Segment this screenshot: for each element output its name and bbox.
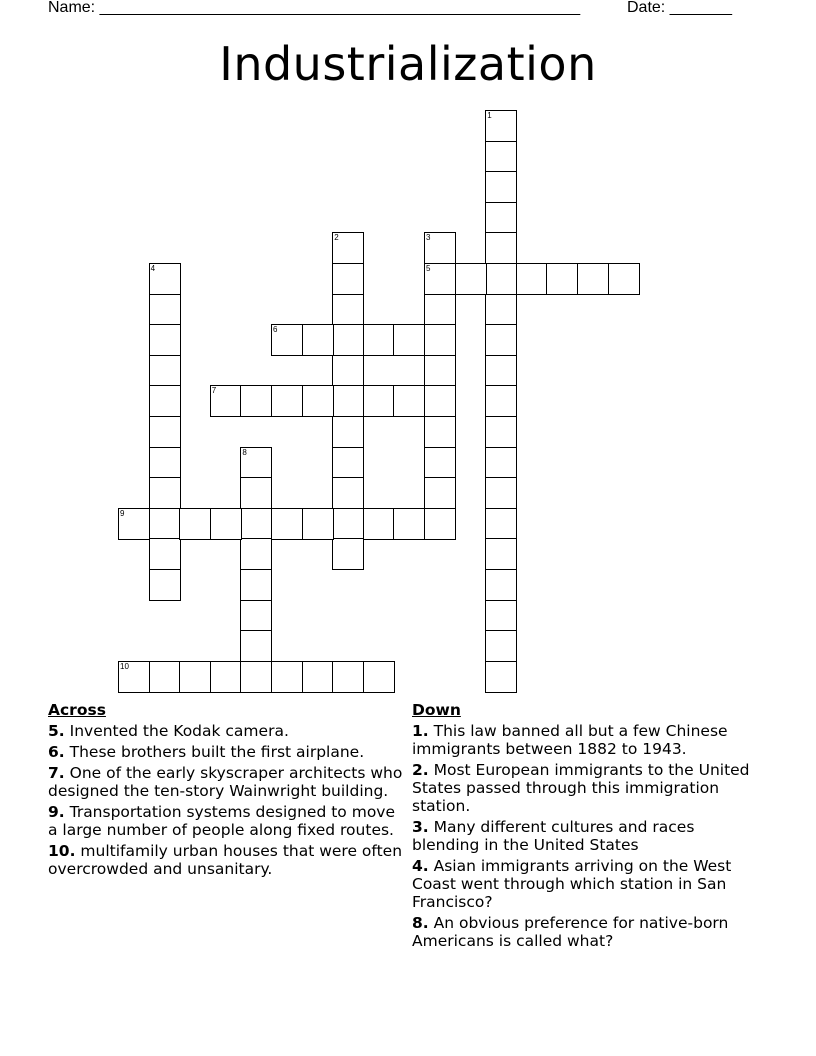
- grid-cell[interactable]: [332, 447, 364, 479]
- grid-cell[interactable]: [302, 385, 334, 417]
- grid-cell[interactable]: [485, 661, 517, 693]
- down-clue: [412, 914, 762, 950]
- grid-cell[interactable]: [240, 508, 272, 540]
- grid-cell[interactable]: [485, 538, 517, 570]
- grid-cell[interactable]: [455, 263, 487, 295]
- name-field-label[interactable]: Name: ______________________________________________________: [48, 0, 581, 16]
- grid-cell[interactable]: [485, 508, 517, 540]
- grid-cell[interactable]: [302, 324, 334, 356]
- grid-cell[interactable]: [332, 538, 364, 570]
- grid-cell[interactable]: [363, 385, 395, 417]
- grid-cell[interactable]: [302, 508, 334, 540]
- grid-cell[interactable]: [240, 569, 272, 601]
- clue-number: 4.: [412, 857, 429, 875]
- grid-cell[interactable]: [332, 416, 364, 448]
- clue-number: 3.: [412, 818, 429, 836]
- clue-text: Invented the Kodak camera.: [69, 722, 289, 740]
- clue-number: 5.: [48, 722, 65, 740]
- grid-cell[interactable]: [149, 385, 181, 417]
- down-clue: [412, 857, 762, 911]
- grid-cell[interactable]: [302, 661, 334, 693]
- grid-cell[interactable]: [149, 355, 181, 387]
- clue-number-label: 6: [273, 325, 278, 335]
- grid-cell[interactable]: [149, 661, 181, 693]
- grid-cell[interactable]: [424, 355, 456, 387]
- clue-number: 10.: [48, 842, 76, 860]
- grid-cell[interactable]: [210, 385, 242, 417]
- clue-number-label: 7: [211, 386, 217, 396]
- clue-text: One of the early skyscraper architects who designed the ten-story Wainwright building.: [48, 764, 403, 800]
- clue-number-label: 1: [487, 111, 492, 120]
- grid-cell[interactable]: [577, 263, 609, 295]
- clue-text: Most European immigrants to the United States passed through this immigration station.: [412, 761, 750, 815]
- clue-number: 7.: [48, 764, 65, 782]
- grid-cell[interactable]: [424, 385, 456, 417]
- grid-cell[interactable]: [485, 477, 517, 509]
- clue-text: This law banned all but a few Chinese immigrants between 1882 to 1943.: [412, 722, 728, 758]
- across-clue: [48, 743, 404, 761]
- grid-cell[interactable]: [149, 294, 181, 326]
- grid-cell[interactable]: [149, 416, 181, 448]
- grid-cell[interactable]: [363, 508, 395, 540]
- across-clue: [48, 764, 404, 800]
- grid-cell[interactable]: [240, 538, 272, 570]
- clue-number: 2.: [412, 761, 429, 779]
- grid-cell[interactable]: [516, 263, 548, 295]
- down-clues: [412, 701, 762, 953]
- grid-cell[interactable]: [485, 569, 517, 601]
- date-field-label[interactable]: Date: _______: [627, 0, 732, 16]
- grid-cell[interactable]: [363, 661, 395, 693]
- grid-cell[interactable]: [485, 202, 517, 234]
- grid-cell[interactable]: [393, 385, 425, 417]
- grid-cell[interactable]: [485, 630, 517, 662]
- clue-text: These brothers built the first airplane.: [69, 743, 365, 761]
- clue-number-label: 10: [120, 661, 129, 671]
- grid-cell[interactable]: [332, 477, 364, 509]
- grid-cell[interactable]: [240, 600, 272, 632]
- grid-cell[interactable]: [485, 232, 517, 264]
- grid-cell[interactable]: [149, 263, 181, 295]
- grid-cell[interactable]: [179, 508, 211, 540]
- grid-cell[interactable]: [393, 324, 425, 356]
- grid-cell[interactable]: [210, 508, 242, 540]
- clue-text: An obvious preference for native-born Americans is called what?: [412, 914, 729, 950]
- grid-cell[interactable]: [485, 141, 517, 173]
- grid-cell[interactable]: [424, 324, 456, 356]
- grid-cell[interactable]: [485, 385, 517, 417]
- grid-cell[interactable]: [424, 416, 456, 448]
- grid-cell[interactable]: [424, 294, 456, 326]
- grid-cell[interactable]: [424, 232, 456, 264]
- clue-number-label: 2: [334, 233, 339, 243]
- grid-cell[interactable]: [332, 263, 364, 295]
- grid-cell[interactable]: [485, 416, 517, 448]
- across-clue: [48, 842, 404, 878]
- grid-cell[interactable]: [240, 447, 272, 479]
- grid-cell[interactable]: [271, 508, 303, 540]
- grid-cell[interactable]: [485, 171, 517, 203]
- clue-number: 6.: [48, 743, 65, 761]
- clue-number-label: 9: [120, 508, 125, 518]
- clue-number-label: 5: [426, 264, 431, 273]
- grid-cell[interactable]: [424, 477, 456, 509]
- grid-cell[interactable]: [240, 385, 272, 417]
- grid-cell[interactable]: [240, 630, 272, 662]
- clue-text: Many different cultures and races blending in the United States: [412, 818, 695, 854]
- clue-text: Asian immigrants arriving on the West Coast went through which station in San Francisco?: [412, 857, 732, 911]
- down-clue: [412, 818, 762, 854]
- grid-cell[interactable]: [546, 263, 578, 295]
- header: [48, 0, 768, 20]
- grid-cell[interactable]: [332, 294, 364, 326]
- puzzle-title: Industrialization: [219, 37, 597, 91]
- grid-cell[interactable]: [608, 263, 640, 295]
- grid-cell[interactable]: [485, 110, 517, 142]
- grid-cell[interactable]: [485, 294, 517, 326]
- grid-cell[interactable]: [240, 661, 272, 693]
- grid-cell[interactable]: [363, 324, 395, 356]
- across-clue: [48, 722, 404, 740]
- clue-number: 1.: [412, 722, 429, 740]
- clue-number: 9.: [48, 803, 65, 821]
- grid-cell[interactable]: [485, 263, 517, 295]
- clue-text: Transportation systems designed to move a large number of people along fixed routes.: [48, 803, 396, 839]
- grid-cell[interactable]: [332, 324, 364, 356]
- clue-number-label: 3: [426, 233, 431, 243]
- grid-cell[interactable]: [149, 447, 181, 479]
- grid-cell[interactable]: [332, 232, 364, 264]
- grid-cell[interactable]: [332, 385, 364, 417]
- down-clue: [412, 722, 762, 758]
- grid-cell[interactable]: [485, 447, 517, 479]
- grid-cell[interactable]: [393, 508, 425, 540]
- down-heading: Down: [412, 701, 461, 719]
- grid-cell[interactable]: [332, 508, 364, 540]
- grid-cell[interactable]: [210, 661, 242, 693]
- grid-cell[interactable]: [271, 324, 303, 356]
- grid-cell[interactable]: [240, 477, 272, 509]
- grid-cell[interactable]: [424, 447, 456, 479]
- clue-number-label: 4: [150, 264, 156, 273]
- grid-cell[interactable]: [118, 508, 150, 540]
- grid-cell[interactable]: [485, 324, 517, 356]
- grid-cell[interactable]: [149, 538, 181, 570]
- grid-cell[interactable]: [179, 661, 211, 693]
- clue-number: 8.: [412, 914, 429, 932]
- grid-cell[interactable]: [424, 508, 456, 540]
- clue-number-label: 8: [242, 447, 247, 457]
- grid-cell[interactable]: [118, 661, 150, 693]
- grid-cell[interactable]: [485, 600, 517, 632]
- grid-cell[interactable]: [149, 569, 181, 601]
- grid-cell[interactable]: [271, 661, 303, 693]
- clue-text: multifamily urban houses that were often overcrowded and unsanitary.: [48, 842, 403, 878]
- across-clues: [48, 701, 404, 881]
- grid-cell[interactable]: [149, 324, 181, 356]
- across-clue: [48, 803, 404, 839]
- grid-cell[interactable]: [332, 355, 364, 387]
- grid-cell[interactable]: [149, 508, 181, 540]
- across-heading: Across: [48, 701, 106, 719]
- grid-cell[interactable]: [485, 355, 517, 387]
- grid-cell[interactable]: [424, 263, 456, 295]
- grid-cell[interactable]: [271, 385, 303, 417]
- grid-cell[interactable]: [332, 661, 364, 693]
- down-clue: [412, 761, 762, 815]
- grid-cell[interactable]: [149, 477, 181, 509]
